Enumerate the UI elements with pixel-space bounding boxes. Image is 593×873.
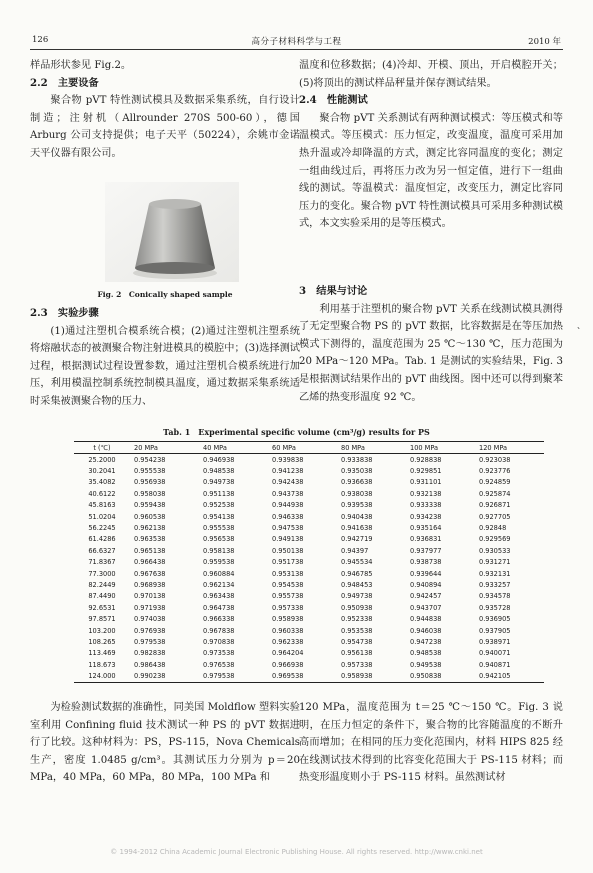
table-cell: 0.964204 bbox=[272, 649, 304, 658]
table-row bbox=[74, 568, 544, 579]
table-cell: 0.933257 bbox=[479, 580, 511, 589]
table-cell: 97.8571 bbox=[88, 615, 116, 624]
section-heading: 2.4 性能测试 bbox=[299, 94, 368, 107]
table-cell: 0.950938 bbox=[341, 603, 373, 612]
table-cell: 0.927705 bbox=[479, 512, 511, 521]
table-cell: 30.2041 bbox=[88, 467, 116, 476]
table-cell: 0.952338 bbox=[341, 615, 373, 624]
table-cell: 0.938038 bbox=[341, 489, 373, 498]
copyright-footer: © 1994-2012 China Academic Journal Electronic Publishing House. All rights reserved. http://www.cnki.net bbox=[110, 848, 483, 856]
table-cell: 0.967838 bbox=[203, 626, 235, 635]
table-cell: 0.950138 bbox=[272, 546, 304, 555]
page-header bbox=[30, 33, 563, 50]
table-row bbox=[74, 613, 544, 624]
table-cell: 0.931101 bbox=[410, 478, 442, 487]
table-cell: 0.926871 bbox=[479, 501, 511, 510]
table-cell: 51.0204 bbox=[88, 512, 116, 521]
table-cell: 0.943738 bbox=[272, 489, 304, 498]
table-cell: 0.930533 bbox=[479, 546, 511, 555]
table-cell: 113.469 bbox=[88, 649, 116, 658]
table-row bbox=[74, 545, 544, 556]
table-cell: 0.967638 bbox=[134, 569, 166, 578]
paragraph: 温度和位移数据；(4)冷却、开模、顶出，开启模腔开关；(5)将顶出的测试样品秤量并保存测试结果。 bbox=[299, 60, 563, 89]
table-cell: 92.6531 bbox=[88, 603, 116, 612]
table-cell: 0.966338 bbox=[203, 615, 235, 624]
table-cell: 0.966438 bbox=[134, 558, 166, 567]
right-column-bottom bbox=[299, 699, 563, 787]
table-cell: 77.3000 bbox=[88, 569, 116, 578]
table-cell: 0.936638 bbox=[341, 478, 373, 487]
table-cell: 0.939838 bbox=[272, 455, 304, 464]
table-cell: 0.940871 bbox=[479, 660, 511, 669]
left-column-steps bbox=[30, 305, 300, 411]
table-cell: 0.971938 bbox=[134, 603, 166, 612]
table-header-cell: 60 MPa bbox=[268, 442, 337, 454]
right-column-results bbox=[299, 283, 563, 406]
conical-sample-photo bbox=[105, 182, 239, 282]
right-column-top bbox=[299, 57, 563, 233]
journal-title: 高分子材料科学与工程 bbox=[251, 37, 342, 47]
table-cell: 0.932138 bbox=[410, 489, 442, 498]
table-cell: 0.944938 bbox=[272, 501, 304, 510]
table-cell: 0.963438 bbox=[203, 592, 235, 601]
table-cell: 0.950838 bbox=[406, 670, 475, 682]
table-cell: 0.929569 bbox=[479, 535, 511, 544]
table-cell: 0.947538 bbox=[272, 524, 304, 533]
table-cell: 0.946785 bbox=[341, 569, 373, 578]
conical-sample-image bbox=[105, 182, 239, 282]
table-header-cell: 80 MPa bbox=[337, 442, 406, 454]
table-row bbox=[74, 579, 544, 590]
table-row bbox=[74, 648, 544, 659]
table-cell: 0.942105 bbox=[475, 670, 544, 682]
table-cell: 87.4490 bbox=[88, 592, 116, 601]
table-row bbox=[74, 454, 544, 466]
table-header-cell: 20 MPa bbox=[130, 442, 199, 454]
table-cell: 0.955738 bbox=[272, 592, 304, 601]
table-cell: 0.976938 bbox=[134, 626, 166, 635]
table-cell: 0.923038 bbox=[479, 455, 511, 464]
table-cell: 0.964738 bbox=[203, 603, 235, 612]
table-cell: 0.982838 bbox=[134, 649, 166, 658]
specific-volume-table bbox=[74, 441, 544, 683]
table-row bbox=[74, 659, 544, 670]
section-heading: 2.3 实验步骤 bbox=[30, 307, 99, 319]
table-cell: 45.8163 bbox=[88, 501, 116, 510]
table-row bbox=[74, 522, 544, 533]
table-cell: 56.2245 bbox=[88, 524, 116, 533]
table-cell: 0.954738 bbox=[341, 637, 373, 646]
table-cell: 0.946938 bbox=[203, 455, 235, 464]
table-cell: 0.943707 bbox=[410, 603, 442, 612]
table-cell: 0.942457 bbox=[410, 592, 442, 601]
table-cell: 0.946338 bbox=[272, 512, 304, 521]
table-cell: 0.955538 bbox=[203, 524, 235, 533]
table-header-row bbox=[74, 442, 544, 454]
table-cell: 118.673 bbox=[88, 660, 116, 669]
table-cell: 0.956538 bbox=[203, 535, 235, 544]
table-cell: 108.265 bbox=[88, 637, 116, 646]
table-cell: 0.959538 bbox=[203, 558, 235, 567]
paragraph: 120 MPa，温度范围为 t＝25 ℃～150 ℃。Fig. 3 说明，在压力恒定的条件下，聚合物的比容随温度的不断升高而增加；在相同的压力变化范围内，材料 HIPS 825 经在线测试技术得到的比容变化范围大于 PS-115 材料；而热变形温度则小于 PS-115 材料。虽然测试材 bbox=[299, 702, 563, 784]
table-row bbox=[74, 465, 544, 476]
table-cell: 0.946038 bbox=[410, 626, 442, 635]
table-cell: 0.974038 bbox=[134, 615, 166, 624]
table-cell: 0.942438 bbox=[272, 478, 304, 487]
table-cell: 0.94397 bbox=[341, 546, 369, 555]
section-heading: 2.2 主要设备 bbox=[30, 76, 99, 89]
table-row bbox=[74, 670, 544, 682]
table-cell: 66.6327 bbox=[88, 546, 116, 555]
paragraph: 为检验测试数据的准确性，同美国 Moldflow 塑料实验室利用 Confining fluid 技术测试一种 PS 的 pVT 数据进行了比较。这种材料为：PS，PS-115，Nova Chemicals 生产，密度 1.0485 g/cm³。其测试压力分别为 p＝20 MPa，40 MPa，60 MPa，80 MPa，100 MPa 和 bbox=[30, 702, 300, 784]
table-cell: 0.970838 bbox=[203, 637, 235, 646]
table-cell: 0.979538 bbox=[199, 670, 268, 682]
table-cell: 0.941638 bbox=[341, 524, 373, 533]
table-cell: 0.948453 bbox=[341, 580, 373, 589]
table-cell: 0.965138 bbox=[134, 546, 166, 555]
table-cell: 0.954138 bbox=[203, 512, 235, 521]
table-cell: 0.933838 bbox=[341, 455, 373, 464]
section-heading: 3 结果与讨论 bbox=[299, 285, 368, 297]
table-header-cell: 40 MPa bbox=[199, 442, 268, 454]
table-cell: 0.966938 bbox=[272, 660, 304, 669]
table-cell: 0.951138 bbox=[203, 489, 235, 498]
table-row bbox=[74, 488, 544, 499]
table-cell: 0.952538 bbox=[203, 501, 235, 510]
table-cell: 0.960538 bbox=[134, 512, 166, 521]
paragraph: (1)通过注塑机合模系统合模；(2)通过注塑机注塑系统将熔融状态的被测聚合物注射进模具的模腔中；(3)选择测试过程，根据测试过程设置参数，通过注塑机合模系统进行加压，利用模温控制系统控制模具温度，通过数据采集系统适时采集被测聚合物的压力、 bbox=[30, 325, 300, 407]
left-column-bottom bbox=[30, 699, 300, 787]
table-cell: 0.940438 bbox=[341, 512, 373, 521]
table-cell: 0.973538 bbox=[203, 649, 235, 658]
table-cell: 0.948538 bbox=[410, 649, 442, 658]
table-cell: 35.4082 bbox=[88, 478, 116, 487]
table-cell: 0.939644 bbox=[410, 569, 442, 578]
table-cell: 0.963538 bbox=[134, 535, 166, 544]
table-cell: 0.936831 bbox=[410, 535, 442, 544]
left-column-top bbox=[30, 57, 300, 163]
table-cell: 0.944838 bbox=[410, 615, 442, 624]
table-cell: 0.976538 bbox=[203, 660, 235, 669]
table-cell: 0.938738 bbox=[410, 558, 442, 567]
table-cell: 61.4286 bbox=[88, 535, 116, 544]
table-cell: 0.959438 bbox=[134, 501, 166, 510]
table-caption: Tab. 1 Experimental specific volume (cm³/g) results for PS bbox=[163, 427, 430, 437]
table-cell: 0.949138 bbox=[272, 535, 304, 544]
margin-mark: 、 bbox=[577, 321, 585, 330]
table-cell: 0.947238 bbox=[410, 637, 442, 646]
table-cell: 0.960338 bbox=[272, 626, 304, 635]
table-cell: 0.962338 bbox=[272, 637, 304, 646]
table-cell: 0.979538 bbox=[134, 637, 166, 646]
table-cell: 0.932131 bbox=[479, 569, 511, 578]
table-cell: 0.939538 bbox=[341, 501, 373, 510]
table-row bbox=[74, 602, 544, 613]
table-cell: 0.925874 bbox=[479, 489, 511, 498]
table-cell: 0.953538 bbox=[341, 626, 373, 635]
table-row bbox=[74, 511, 544, 522]
table-header-cell: t (℃) bbox=[74, 442, 130, 454]
table-cell: 40.6122 bbox=[88, 489, 116, 498]
table-cell: 103.200 bbox=[88, 626, 116, 635]
table-cell: 0.937905 bbox=[479, 626, 511, 635]
table-cell: 0.953138 bbox=[272, 569, 304, 578]
table-cell: 0.968938 bbox=[134, 580, 166, 589]
table-cell: 0.956938 bbox=[134, 478, 166, 487]
table-cell: 0.940894 bbox=[410, 580, 442, 589]
table-cell: 0.962134 bbox=[203, 580, 235, 589]
table-row bbox=[74, 534, 544, 545]
table-header-cell: 120 MPa bbox=[475, 442, 544, 454]
table-cell: 82.2449 bbox=[88, 580, 116, 589]
table-cell: 0.923776 bbox=[479, 467, 511, 476]
table-cell: 0.942719 bbox=[341, 535, 373, 544]
table-cell: 124.000 bbox=[74, 670, 130, 682]
table-cell: 25.2000 bbox=[88, 455, 116, 464]
table-cell: 0.945534 bbox=[341, 558, 373, 567]
table-cell: 0.986438 bbox=[134, 660, 166, 669]
table-cell: 0.928838 bbox=[410, 455, 442, 464]
paragraph: 聚合物 pVT 关系测试有两种测试模式：等压模式和等温模式。等压模式：压力恒定，改变温度，温度可采用加热升温或冷却降温的方式，测定比容同温度的变化；测定一组曲线过后，再将压力改为另一恒定值，进行下一组曲线的测试。等温模式：温度恒定，改变压力，测定比容同压力的变化。聚合物 pVT 特性测试模具可采用多种测试模式，本文实验采用的是等压模式。 bbox=[299, 112, 563, 230]
table-cell: 0.948538 bbox=[203, 467, 235, 476]
table-cell: 0.958938 bbox=[337, 670, 406, 682]
table-cell: 0.938971 bbox=[479, 637, 511, 646]
table-cell: 0.929851 bbox=[410, 467, 442, 476]
paragraph: 样品形状参见 Fig.2。 bbox=[30, 60, 132, 71]
table-cell: 0.934238 bbox=[410, 512, 442, 521]
table-cell: 0.969538 bbox=[268, 670, 337, 682]
paragraph: 聚合物 pVT 特性测试模具及数据采集系统，自行设计制造；注射机（Allrounder 270S 500-60），德国 Arburg 公司支持提供；电子天平（50224），余姚市金诺天平仪器有限公司。 bbox=[30, 95, 300, 159]
table-cell: 0.958138 bbox=[203, 546, 235, 555]
table-cell: 0.954538 bbox=[272, 580, 304, 589]
table-cell: 0.970138 bbox=[134, 592, 166, 601]
table-row bbox=[74, 557, 544, 568]
table-row bbox=[74, 625, 544, 636]
paragraph: 利用基于注塑机的聚合物 pVT 关系在线测试模具测得了无定型聚合物 PS 的 pVT 数据，比容数据是在等压加热模式下测得的，温度范围为 25 ℃～130 ℃，压力范围为 20 MPa～120 MPa。Tab. 1 是测试的实验结果，Fig. 3 是根据测试结果作出的 pVT 曲线图。图中还可以得到聚苯乙烯的热变形温度 92 ℃。 bbox=[299, 303, 563, 403]
table-cell: 0.962138 bbox=[134, 524, 166, 533]
table-cell: 0.949538 bbox=[410, 660, 442, 669]
table-cell: 71.8367 bbox=[88, 558, 116, 567]
table-row bbox=[74, 636, 544, 647]
table-cell: 0.954238 bbox=[134, 455, 166, 464]
table-cell: 0.990238 bbox=[130, 670, 199, 682]
table-row bbox=[74, 500, 544, 511]
table-cell: 0.937977 bbox=[410, 546, 442, 555]
table-cell: 0.935038 bbox=[341, 467, 373, 476]
table-cell: 0.936905 bbox=[479, 615, 511, 624]
table-cell: 0.935728 bbox=[479, 603, 511, 612]
table-cell: 0.931271 bbox=[479, 558, 511, 567]
table-cell: 0.960884 bbox=[203, 569, 235, 578]
table-cell: 0.949738 bbox=[341, 592, 373, 601]
table-cell: 0.957338 bbox=[272, 603, 304, 612]
table-cell: 0.957338 bbox=[341, 660, 373, 669]
publication-year: 2010 年 bbox=[528, 37, 561, 47]
table-header-cell: 100 MPa bbox=[406, 442, 475, 454]
table-cell: 0.956138 bbox=[341, 649, 373, 658]
table-cell: 0.940071 bbox=[479, 649, 511, 658]
table-cell: 0.958038 bbox=[134, 489, 166, 498]
table-cell: 0.934578 bbox=[479, 592, 511, 601]
table-cell: 0.924859 bbox=[479, 478, 511, 487]
table-cell: 0.951738 bbox=[272, 558, 304, 567]
table-cell: 0.933338 bbox=[410, 501, 442, 510]
figure-caption: Fig. 2 Conically shaped sample bbox=[97, 290, 233, 299]
table-cell: 0.941238 bbox=[272, 467, 304, 476]
table-cell: 0.92848 bbox=[479, 524, 507, 533]
page-number: 126 bbox=[32, 35, 49, 45]
table-cell: 0.935164 bbox=[410, 524, 442, 533]
table-cell: 0.949738 bbox=[203, 478, 235, 487]
table-row bbox=[74, 477, 544, 488]
table-cell: 0.958938 bbox=[272, 615, 304, 624]
table-row bbox=[74, 591, 544, 602]
table-cell: 0.955538 bbox=[134, 467, 166, 476]
